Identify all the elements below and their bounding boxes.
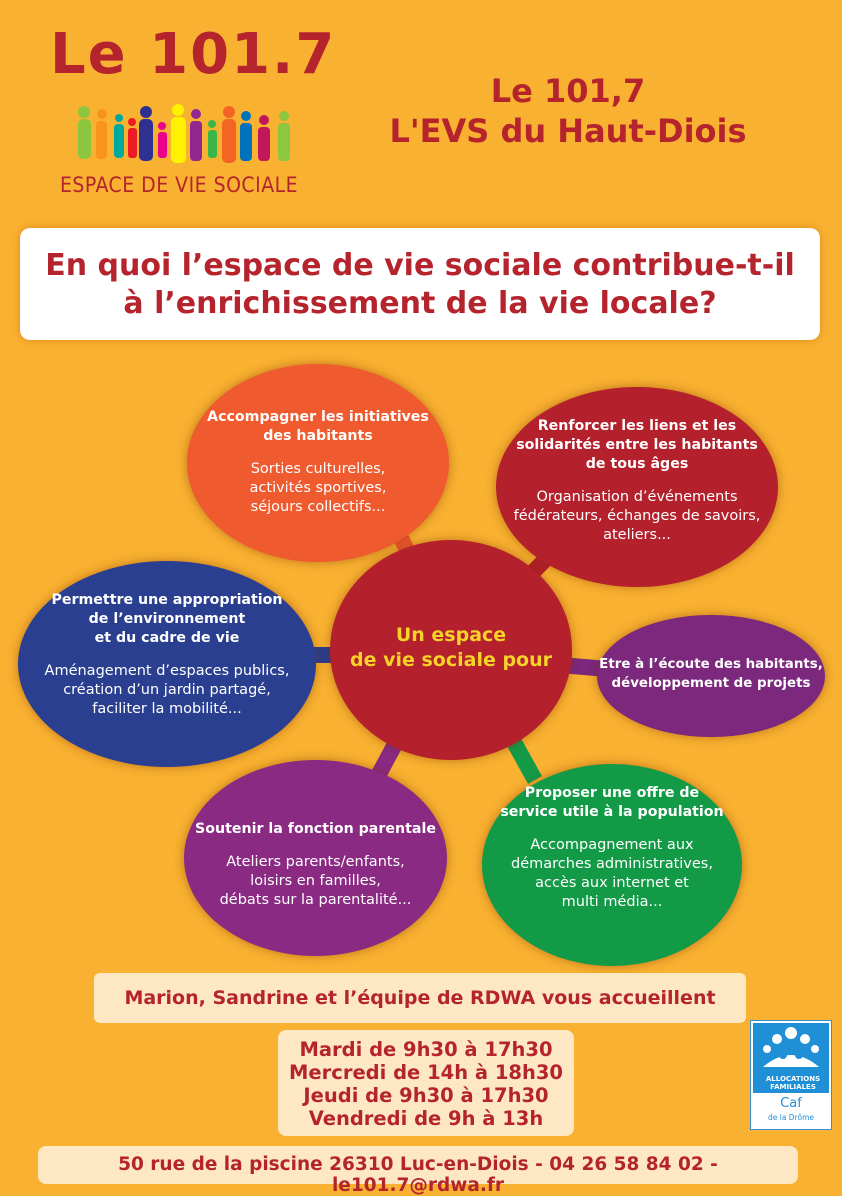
header-title: Le 101,7 — [490, 72, 646, 110]
question-line-2: à l’enrichissement de la vie locale? — [123, 286, 717, 321]
bubble-environment — [18, 561, 316, 767]
bubble-title: Soutenir la fonction parentale — [195, 821, 436, 837]
family-icon — [753, 1023, 829, 1073]
caf-emblem — [753, 1023, 829, 1093]
bubble-title: Renforcer les liens et les solidarités entre les habitants de tous âges — [516, 418, 758, 472]
bubble-description: Accompagnement aux démarches administratives, accès aux internet et multi média... — [511, 837, 713, 910]
logo-subtitle: ESPACE DE VIE SOCIALE — [60, 173, 299, 197]
header-subtitle: L'EVS du Haut-Diois — [389, 112, 747, 150]
question-line-1: En quoi l’espace de vie sociale contribue-t-il — [45, 248, 795, 283]
bubble-title: Accompagner les initiatives des habitants — [207, 409, 429, 444]
logo-title: Le 101.7 — [50, 22, 337, 87]
bubble-solidarity — [496, 387, 778, 587]
hours-wednesday: Mercredi de 14h à 18h30 — [289, 1061, 563, 1084]
bubble-title: Etre à l’écoute des habitants, développement de projets — [599, 657, 823, 691]
bubble-description: Aménagement d’espaces publics, création d’un jardin partagé, faciliter la mobilité... — [44, 663, 290, 717]
caf-name: Caf — [780, 1096, 802, 1111]
hours-tuesday: Mardi de 9h30 à 17h30 — [299, 1038, 553, 1061]
bubble-title: Permettre une appropriation de l’environnement et du cadre de vie — [51, 592, 283, 646]
bubble-center — [330, 540, 572, 760]
hours-friday: Vendredi de 9h à 13h — [308, 1107, 544, 1130]
address-contact: 50 rue de la piscine 26310 Luc-en-Diois - 04 26 58 84 02 - le101.7@rdwa.fr — [118, 1154, 718, 1196]
bubble-title: Proposer une offre de service utile à la population — [500, 785, 724, 820]
caf-region: de la Drôme — [767, 1113, 815, 1122]
hours-thursday: Jeudi de 9h30 à 17h30 — [303, 1084, 549, 1107]
bubble-description: Sorties culturelles, activités sportives, séjours collectifs... — [249, 461, 387, 515]
bubble-description: Ateliers parents/enfants, loisirs en familles, débats sur la parentalité... — [219, 854, 412, 908]
center-title: Un espace de vie sociale pour — [349, 624, 553, 671]
caf-logo — [750, 1020, 832, 1130]
bubble-parenting — [184, 760, 447, 956]
bubble-initiatives — [187, 364, 449, 562]
bubble-description: Organisation d’événements fédérateurs, échanges de savoirs, ateliers... — [513, 489, 761, 543]
bubble-services — [482, 764, 742, 966]
welcome-text: Marion, Sandrine et l’équipe de RDWA vous accueillent — [124, 987, 716, 1009]
caf-label: ALLOCATIONS FAMILIALES — [765, 1075, 821, 1091]
bubble-listening — [597, 615, 825, 737]
